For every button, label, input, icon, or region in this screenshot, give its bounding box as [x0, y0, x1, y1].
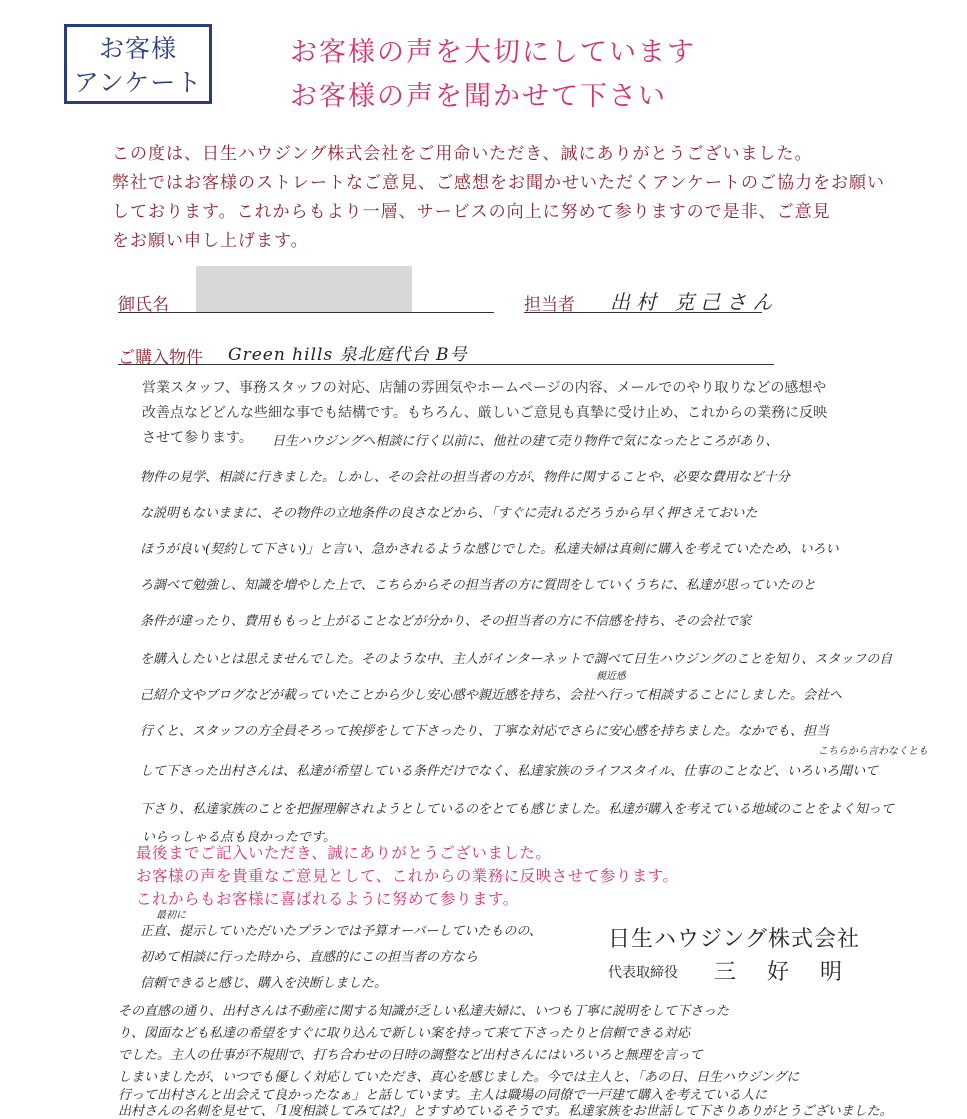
intro-paragraph [112, 140, 912, 256]
comment-line: を購入したいとは思えませんでした。そのような中、主人がインターネットで調べて日生ハウジングのことを知り、スタッフの自 [140, 652, 893, 667]
company-name: 日生ハウジング株式会社 [608, 927, 861, 952]
slogan-line-1: お客様の声を大切にしています [290, 37, 696, 68]
comment-line: 行って出村さんと出会えて良かったなぁ」と話しています。主人は職場の同僚で一戸建て購入を考えている人に [118, 1088, 767, 1103]
comment-line: ほうが良い(契約して下さい)」と言い、急かされるような感じでした。私達夫婦は真剣に購入を考えていたため、いろい [140, 542, 839, 557]
intro-line: この度は、日生ハウジング株式会社をご用命いただき、誠にありがとうございました。 [112, 144, 813, 164]
comment-line: しまいましたが、いつでも優しく対応していただき、真心を感じました。今では主人と、「あの日、日生ハウジングに [118, 1070, 800, 1085]
comment-line: ろ調べて勉強し、知識を増やした上で、こちらからその担当者の方に質問をしていくうちに、私達が思っていたのと [140, 578, 816, 593]
annotation-shinkin: 親近感 [596, 671, 626, 682]
prompt-line: させて参ります。 [142, 430, 253, 446]
intro-line: をお願い申し上げます。 [112, 231, 309, 251]
comment-line: 初めて相談に行った時から、直感的にこの担当者の方なら [140, 950, 479, 965]
comment-line: 己紹介文やブログなどが載っていたことから少し安心感や親近感を持ち、会社へ行って相談することにしました。会社へ [140, 688, 843, 703]
comment-line: 出村さんの名刺を見せて、「1度相談してみては?」とすすめているそうです。私達家族をお世話して下さりありがとうございました。 [118, 1104, 893, 1119]
annotation-kochira: こちらから言わなくとも [818, 746, 928, 757]
property-label: ご購入物件 [118, 348, 203, 368]
comment-line: その直感の通り、出村さんは不動産に関する知識が乏しい私達夫婦に、いつも丁寧に説明をして下さった [118, 1004, 730, 1019]
comment-line: でした。主人の仕事が不規則で、打ち合わせの日時の調整など出村さんにはいろいろと無理を言って [118, 1048, 703, 1063]
comment-line: して下さった出村さんは、私達が希望している条件だけでなく、私達家族のライフスタイル、仕事のことなど、いろいろ聞いて [140, 764, 879, 779]
intro-line: しております。これからもより一層、サービスの向上に努めて参りますので是非、ご意見 [112, 202, 831, 222]
comment-line: 正直、提示していただいたプランでは予算オーバーしていたものの、 [140, 924, 542, 939]
badge-line-1: お客様 [98, 34, 177, 63]
staff-label: 担当者 [524, 295, 575, 315]
property-field-underline [118, 364, 774, 365]
redacted-name [196, 266, 412, 312]
comment-line: な説明もないままに、その物件の立地条件の良さなどから、「すぐに売れるだろうから早く押さえておいた [140, 506, 758, 521]
closing-line: これからもお客様に喜ばれるように努めて参ります。 [136, 890, 519, 908]
name-field-underline [118, 312, 494, 313]
prompt-line: 改善点などどんな些細な事でも結構です。もちろん、厳しいご意見も真摯に受け止め、これからの業務に反映 [142, 405, 828, 421]
closing-line: 最後までご記入いただき、誠にありがとうございました。 [136, 844, 552, 862]
closing-line: お客様の声を貴重なご意見として、これからの業務に反映させて参ります。 [136, 867, 679, 885]
name-label: 御氏名 [118, 295, 169, 315]
slogan-line-2: お客様の声を聞かせて下さい [290, 81, 667, 112]
ceo-title: 代表取締役 [608, 965, 678, 981]
staff-field-underline [524, 312, 762, 313]
prompt-line: 営業スタッフ、事務スタッフの対応、店舗の雰囲気やホームページの内容、メールでのやり取りなどの感想や [142, 380, 827, 396]
intro-line: 弊社ではお客様のストレートなご意見、ご感想をお聞かせいただくアンケートのご協力をお願い [112, 173, 885, 193]
ceo-name: 三 好 明 [714, 960, 854, 985]
comment-line: 信頼できると感じ、購入を決断しました。 [140, 976, 388, 991]
comment-line: 条件が違ったり、費用ももっと上がることなどが分かり、その担当者の方に不信感を持ち、その会社で家 [140, 614, 752, 629]
comment-line: り、図面なども私達の希望をすぐに取り込んで新しい案を持って来て下さったりと信頼できる対応 [118, 1026, 691, 1041]
comment-line: 行くと、スタッフの方全員そろって挨拶をして下さったり、丁寧な対応でさらに安心感を持ちました。なかでも、担当 [140, 724, 830, 739]
annotation-saisho: 最初に [156, 910, 186, 921]
comment-line: いらっしゃる点も良かったです。 [142, 830, 336, 845]
comment-line: 物件の見学、相談に行きました。しかし、その会社の担当者の方が、物件に関することや、必要な費用など十分 [140, 470, 790, 485]
badge-line-2: アンケート [73, 68, 203, 97]
staff-value: 出村 克己さん [610, 290, 779, 314]
closing-message [136, 842, 678, 911]
comment-line: 下さり、私達家族のことを把握理解されようとしているのをとても感じました。私達が購入を考えている地域のことをよく知って [140, 802, 895, 817]
property-value: Green hills 泉北庭代台 B号 [228, 345, 468, 365]
survey-badge [64, 24, 212, 104]
comment-line: 日生ハウジングへ相談に行く以前に、他社の建て売り物件で気になったところがあり、 [272, 434, 779, 449]
